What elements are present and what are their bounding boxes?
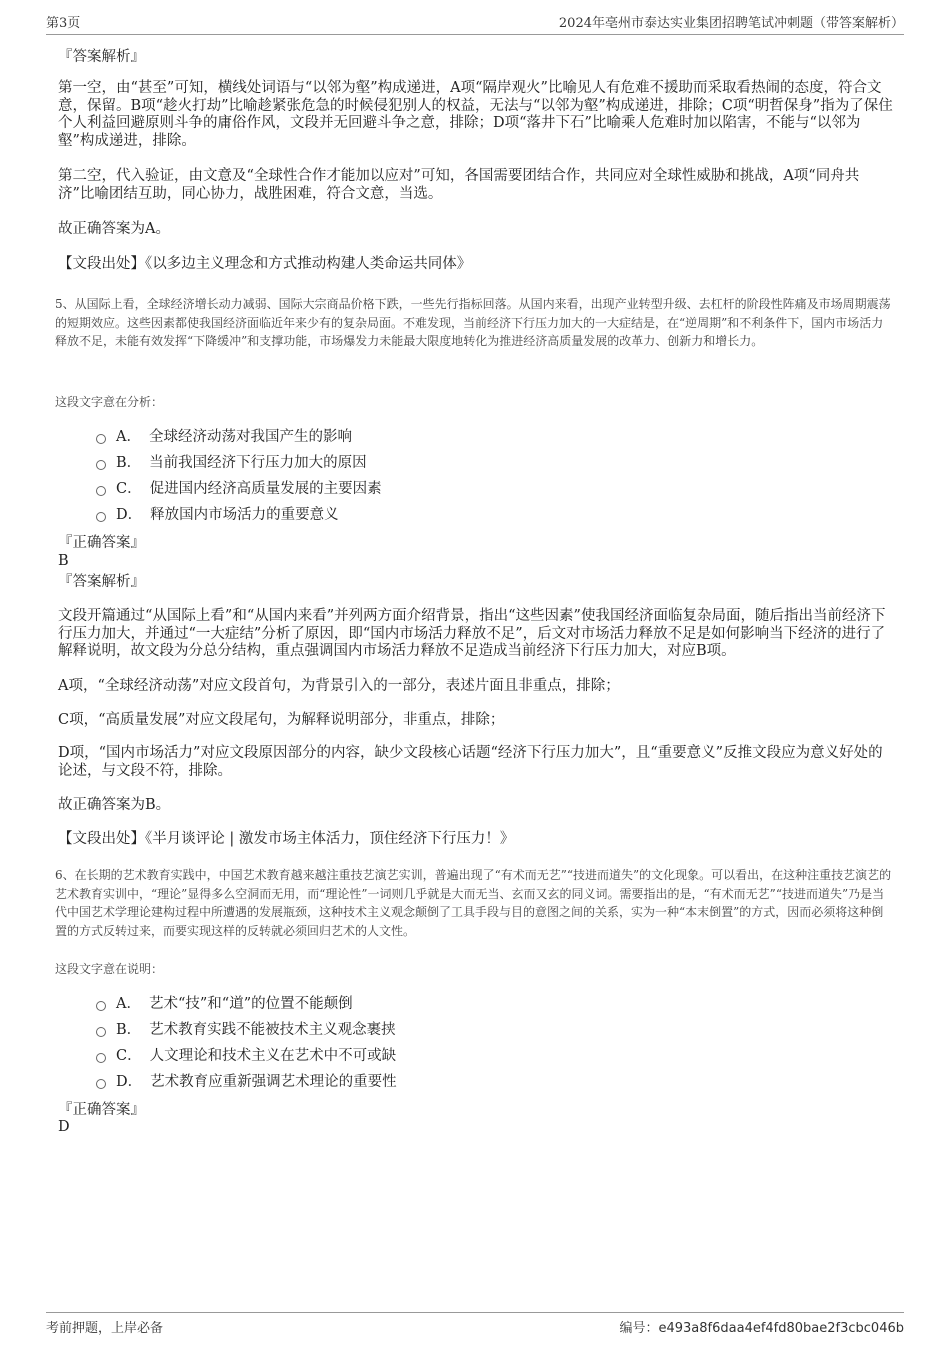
document-id-label: 编号：	[619, 1321, 659, 1336]
q5-analysis-label: 『答案解析』	[58, 574, 145, 590]
q4-source: 【文段出处】《以多边主义理念和方式推动构建人类命运共同体》	[58, 256, 472, 272]
radio-icon[interactable]	[96, 512, 106, 522]
option-text: 艺术教育实践不能被技术主义观念裹挟	[149, 1022, 396, 1038]
q5-option-a[interactable]	[96, 428, 352, 446]
q5-answer: B	[58, 553, 69, 569]
page-number: 第3页	[46, 16, 81, 31]
q5-analysis-p4: D项，“国内市场活力”对应文段原因部分的内容，缺少文段核心话题“经济下行压力加大”，且“重要意义”反推文段应为意义好处的论述，与文段不符，排除。	[58, 745, 883, 779]
option-text: 人文理论和技术主义在艺术中不可或缺	[149, 1048, 397, 1064]
radio-icon[interactable]	[96, 460, 106, 470]
q4-analysis-label: 『答案解析』	[58, 49, 145, 65]
option-letter: C．	[116, 481, 142, 497]
page-footer	[46, 1312, 904, 1336]
q6-option-c[interactable]	[96, 1047, 396, 1065]
option-text: 促进国内经济高质量发展的主要因素	[149, 481, 382, 497]
q6-option-b[interactable]	[96, 1021, 396, 1039]
q5-option-c[interactable]	[96, 480, 382, 498]
q6-answer-label: 『正确答案』	[58, 1102, 145, 1118]
q5-source: 【文段出处】《半月谈评论 | 激发市场主体活力，顶住经济下行压力！》	[58, 831, 515, 847]
radio-icon[interactable]	[96, 1079, 106, 1089]
q5-prompt: 这段文字意在分析：	[55, 395, 164, 409]
q6-option-d[interactable]	[96, 1073, 397, 1091]
option-letter: D．	[116, 1074, 143, 1090]
option-text: 全球经济动荡对我国产生的影响	[148, 429, 352, 445]
q6-stem: 6、在长期的艺术教育实践中，中国艺术教育越来越注重技艺演艺实训，普遍出现了“有术而无艺”“技进而道失”的文化现象。可以看出，在这种注重技艺演艺的艺术教育实训中，“理论”显得多么空洞而无用，而“理论性”一词则几乎就是大而无当、玄而又玄的同义词。需要指出的是，“有术而无艺”“技进而道失”乃是当代中国艺术学理论建构过程中所遭遇的发展瓶颈，这种技术主义观念颠倒了工具手段与目的意图之间的关系，实为一种“本末倒置”的方式，因而必须将这种倒置的方式反转过来，而要实现这样的反转就必须回归艺术的人文性。	[55, 868, 892, 938]
q6-prompt: 这段文字意在说明：	[55, 962, 164, 976]
q5-analysis-p2: A项，“全球经济动荡”对应文段首句，为背景引入的一部分，表述片面且非重点，排除；	[58, 678, 620, 694]
q6-option-a[interactable]	[96, 995, 353, 1013]
q5-option-b[interactable]	[96, 454, 367, 472]
page-header	[46, 12, 904, 35]
option-letter: B．	[116, 455, 142, 471]
footer-slogan: 考前押题，上岸必备	[46, 1321, 164, 1336]
q5-analysis-p3: C项，“高质量发展”对应文段尾句，为解释说明部分，非重点，排除；	[58, 712, 505, 728]
option-text: 当前我国经济下行压力加大的原因	[149, 455, 367, 471]
radio-icon[interactable]	[96, 486, 106, 496]
q4-analysis-p2: 第二空，代入验证，由文意及“全球性合作才能加以应对”可知，各国需要团结合作，共同应对全球性威胁和挑战，A项“同舟共济”比喻团结互助，同心协力，战胜困难，符合文意，当选。	[58, 168, 860, 202]
q5-answer-label: 『正确答案』	[58, 535, 145, 551]
option-text: 艺术教育应重新强调艺术理论的重要性	[150, 1074, 397, 1090]
q6-answer: D	[58, 1119, 70, 1135]
q5-answer-statement: 故正确答案为B。	[58, 797, 171, 813]
option-letter: A．	[116, 996, 141, 1012]
option-letter: A．	[116, 429, 141, 445]
q5-stem: 5、从国际上看，全球经济增长动力减弱、国际大宗商品价格下跌，一些先行指标回落。从国内来看，出现产业转型升级、去杠杆的阶段性阵痛及市场周期震荡的短期效应。这些因素都使我国经济面临近年来少有的复杂局面。不难发现，当前经济下行压力加大的一大症结是，在“逆周期”和不利条件下，国内市场活力释放不足，未能有效发挥“下降缓冲”和支撑功能，市场爆发力未能最大限度地转化为推进经济高质量发展的改革力、创新力和增长力。	[55, 297, 891, 348]
option-letter: D．	[116, 507, 143, 523]
radio-icon[interactable]	[96, 1001, 106, 1011]
q4-analysis-p1: 第一空，由“甚至”可知，横线处词语与“以邻为壑”构成递进，A项“隔岸观火”比喻见人有危难不援助而采取看热闹的态度，符合文意，保留。B项“趁火打劫”比喻趁紧张危急的时候侵犯别人的权益，无法与“以邻为壑”构成递进，排除；C项“明哲保身”指为了保住个人利益回避原则斗争的庸俗作风，文段并无回避斗争之意，排除；D项“落井下石”比喻乘人危难时加以陷害，不能与“以邻为壑”构成递进，排除。	[58, 80, 893, 149]
option-text: 艺术“技”和“道”的位置不能颠倒	[148, 996, 353, 1012]
q5-option-d[interactable]	[96, 506, 339, 524]
radio-icon[interactable]	[96, 1027, 106, 1037]
option-letter: B．	[116, 1022, 142, 1038]
document-id	[619, 1317, 904, 1336]
radio-icon[interactable]	[96, 434, 106, 444]
option-letter: C．	[116, 1048, 142, 1064]
option-text: 释放国内市场活力的重要意义	[150, 507, 339, 523]
q5-analysis-p1: 文段开篇通过“从国际上看”和“从国内来看”并列两方面介绍背景，指出“这些因素”使我国经济面临复杂局面，随后指出当前经济下行压力加大，并通过“一大症结”分析了原因，即“国内市场活力释放不足”，后文对市场活力释放不足是如何影响当下经济的进行了解释说明，故文段为分总分结构，重点强调国内市场活力释放不足造成当前经济下行压力加大，对应B项。	[58, 608, 886, 659]
q4-answer-statement: 故正确答案为A。	[58, 221, 170, 237]
radio-icon[interactable]	[96, 1053, 106, 1063]
document-id-code: e493a8f6daa4ef4fd80bae2f3cbc046b	[658, 1321, 904, 1336]
document-title: 2024年亳州市泰达实业集团招聘笔试冲刺题（带答案解析）	[558, 16, 904, 31]
